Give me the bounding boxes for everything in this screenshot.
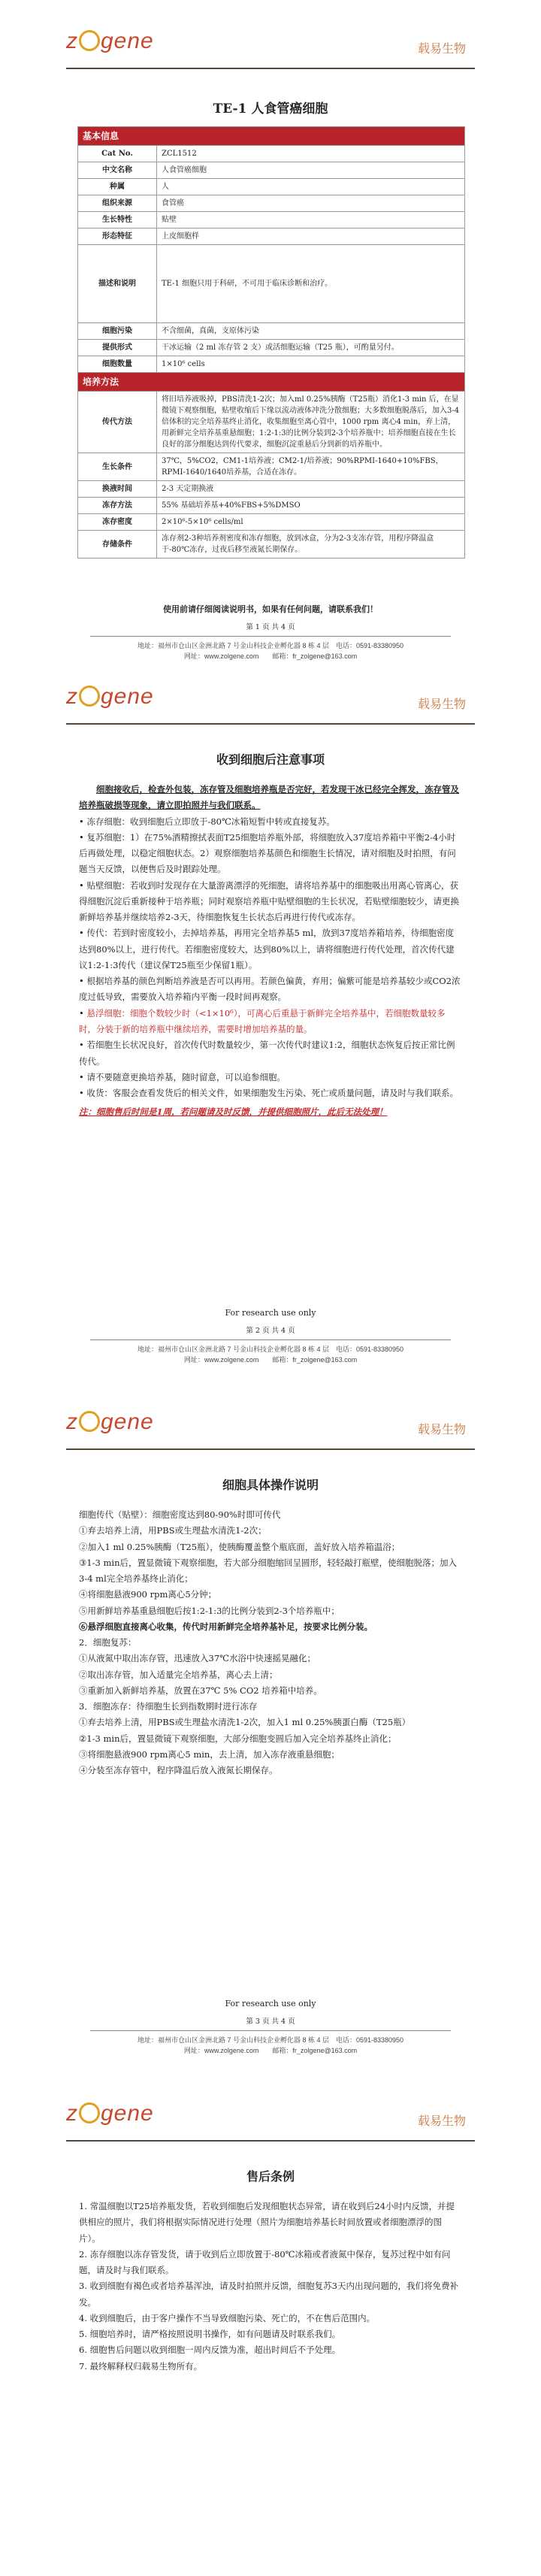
warning-note: 注：细胞售后时间是1周，若问题请及时反馈，并提供细胞照片，此后无法处理！ bbox=[79, 1106, 388, 1118]
after-sales-body bbox=[79, 2199, 462, 2375]
table-row: 细胞污染 不含细菌，真菌，支原体污染 bbox=[78, 323, 465, 340]
footer-address: 地址：福州市仓山区金洲北路 7 号金山科技企业孵化器 8 栋 4 层 电话：0591-83380950 bbox=[137, 1346, 404, 1353]
list-item: 4. 收到细胞后，由于客户操作不当导致细胞污染、死亡的，不在售后范围内。 bbox=[79, 2312, 376, 2323]
header-divider bbox=[66, 723, 475, 725]
section-basic: 基本信息 bbox=[78, 127, 465, 146]
brand-chinese: 载易生物 bbox=[417, 2114, 466, 2128]
footer-divider bbox=[90, 2030, 451, 2031]
section-culture: 培养方法 bbox=[78, 373, 465, 392]
table-row: 换液时间 2-3 天定期换液 bbox=[78, 481, 465, 498]
section-title: 售后条例 bbox=[246, 2169, 295, 2184]
footer-divider bbox=[90, 636, 451, 637]
procedure-body: 细胞传代（贴壁）：细胞密度达到80-90%时即可传代 ①弃去培养上清，用PBS或生理盐水清洗1-2次； ②加入1 ml 0.25%胰酶（T25瓶），使胰酶覆盖整个瓶底面，盖好放入培养箱温浴； ③1-3 min后，置显微镜下观察细胞，若大部分细胞缩回呈圆形，轻轻敲打瓶壁，使细胞脱落；加入3-4 ml完全培养基终止消化； ④将细胞悬液900 rpm离心5分钟； ⑤用新鲜培养基重悬细胞后按1:2-1:3的比例分装到2-3个培养瓶中； ⑥悬浮细胞直接离心收集，传代时用新鲜完全培养基补足，按要求比例分装。 2．细胞复苏： ①从液氮中取出冻存管，迅速放入37℃水浴中快速摇晃融化； ②取出冻存管，加入适量完全培养基，离心去上清； ③重新加入新鲜培养基，放置在37℃ 5% CO2 培养箱中培养。 3．细胞冻存：待细胞生长到指数期时进行冻存 ①弃去培养上清，用PBS或生理盐水清洗1-2次，加入1 ml 0.25%胰蛋白酶（T25瓶） ②1-3 min后，置显微镜下观察细胞，大部分细胞变圆后加入完全培养基终止消化； ③将细胞悬液900 rpm离心5 min，去上清，加入冻存液重悬细胞； ④分装至冻存管中，程序降温后放入液氮长期保存。 bbox=[79, 1509, 457, 1776]
page-3 bbox=[0, 1387, 541, 2101]
list-item: 2. 冻存细胞以冻存管发货，请于收到后立即放置于-80℃冰箱或者液氮中保存，复苏过程中如有问题，请及时与我们联系。 bbox=[79, 2248, 451, 2276]
page-2 bbox=[0, 661, 541, 1413]
brand-logo: z gene bbox=[66, 1409, 154, 1434]
table-row: 生长特性 贴壁 bbox=[78, 212, 465, 229]
list-item: 1. 常温细胞以T25培养瓶发货，若收到细胞后发现细胞状态异常，请在收到后24小时内反馈，并提供相应的照片，我们将根据实际情况进行处理（照片为细胞培养基长时间放置或者细胞漂浮的图片）。 bbox=[79, 2201, 455, 2244]
list-item: • 复苏细胞：1）在75%酒精擦拭表面T25细胞培养瓶外部，将细胞放入37度培养箱中平衡2-4小时后再做处理，以稳定细胞状态。2）观察细胞培养基颜色和细胞生长情况，请对细胞及时拍照，有问题当天反馈，以便售后及时跟踪处理。 bbox=[79, 831, 456, 875]
list-item: • 请不要随意更换培养基，随时留意，可以追参细胞。 bbox=[79, 1071, 286, 1082]
brand-logo: z gene bbox=[66, 2101, 154, 2126]
list-item: • 若细胞生长状况良好，首次传代时数量较少，第一次传代时建议1:2，细胞状态恢复后按正常比例传代。 bbox=[79, 1040, 455, 1067]
table-row: 组织来源 食管癌 bbox=[78, 195, 465, 212]
footer-web: 网址：www.zolgene.com 邮箱：fr_zolgene@163.com bbox=[183, 1356, 358, 1364]
notes-body bbox=[79, 782, 462, 1121]
brand-logo: z gene bbox=[66, 29, 154, 53]
list-item: 5. 细胞培养时，请严格按照说明书操作，如有问题请及时联系我们。 bbox=[79, 2329, 341, 2340]
header-divider bbox=[66, 68, 475, 69]
intro-paragraph: 细胞接收后，检查外包装，冻存管及细胞培养瓶是否完好，若发现干冰已经完全挥发，冻存管及培养瓶破损等现象，请立即拍照并与我们联系。 bbox=[79, 784, 459, 811]
footer-web: 网址：www.zolgene.com 邮箱：fr_zolgene@163.com bbox=[183, 652, 358, 660]
footer-web: 网址：www.zolgene.com 邮箱：fr_zolgene@163.com bbox=[183, 2047, 358, 2054]
list-item: 7. 最终解释权归载易生物所有。 bbox=[79, 2360, 203, 2372]
table-row: 传代方法 将旧培养液吸掉，PBS清洗1-2次；加入ml 0.25%胰酶（T25瓶）消化1-3 min 后，在显微镜下观察细胞，贴壁收缩后下缘以流动液体冲洗分散细胞；大多数细胞脱落后，加入3-4倍体积的完全培养基终止消化，收集细胞至离心管中，1000 rpm 离心4 min，弃上清，用新鲜完全培养基重悬细胞；1:2-1:3的比例分装到2-3个培养瓶中；培养细胞直接在生长良好的部分细胞达到传代要求，细胞沉淀重悬后分到新的培养瓶中。 bbox=[78, 392, 465, 453]
list-item: 3. 收到细胞有褐色或者培养基浑浊，请及时拍照并反馈，细胞复苏3天内出现问题的，我们将免费补发。 bbox=[79, 2281, 458, 2308]
footer-address: 地址：福州市仓山区金洲北路 7 号金山科技企业孵化器 8 栋 4 层 电话：0591-83380950 bbox=[137, 2036, 404, 2044]
table-row: 种属 人 bbox=[78, 179, 465, 195]
table-row: 冻存密度 2×10⁶-5×10⁶ cells/ml bbox=[78, 514, 465, 531]
research-only: For research use only bbox=[225, 1999, 316, 2008]
table-row: 冻存方法 55% 基础培养基+40%FBS+5%DMSO bbox=[78, 498, 465, 514]
spec-table bbox=[77, 126, 465, 558]
table-row: 生长条件 37℃，5%CO2，CM1-1培养液；CM2-1/培养液；90%RPMI-1640+10%FBS，RPMI-1640/1640培养基，合适在冻存。 bbox=[78, 453, 465, 481]
brand-chinese: 载易生物 bbox=[417, 41, 466, 56]
page-title: TE-1 人食管癌细胞 bbox=[213, 101, 328, 117]
table-row: 描述和说明 TE-1 细胞只用于科研，不可用于临床诊断和治疗。 bbox=[78, 245, 465, 323]
header-divider bbox=[66, 1448, 475, 1450]
list-item: • 贴壁细胞：若收到时发现存在大量游离漂浮的死细胞，请将培养基中的细胞吸出用离心管离心，获得细胞沉淀后重新接种于培养瓶；同时观察培养瓶中贴壁细胞的生长状况，若贴壁细胞较少，请更换新鲜培养基并继续培养2-3天，待细胞恢复生长状态后再进行传代或冻存。 bbox=[79, 879, 459, 923]
header-divider bbox=[66, 2140, 475, 2142]
page-number: 第 3 页 共 4 页 bbox=[246, 2018, 295, 2026]
footer-address: 地址：福州市仓山区金洲北路 7 号金山科技企业孵化器 8 栋 4 层 电话：0591-83380950 bbox=[137, 642, 404, 649]
brand-chinese: 载易生物 bbox=[417, 1422, 466, 1436]
section-title: 细胞具体操作说明 bbox=[222, 1478, 319, 1492]
footer-divider bbox=[90, 1339, 451, 1340]
page-number: 第 2 页 共 4 页 bbox=[246, 1327, 295, 1335]
table-row: Cat No. ZCL1512 bbox=[78, 146, 465, 162]
page-number: 第 1 页 共 4 页 bbox=[246, 623, 295, 631]
table-row: 形态特征 上皮细胞样 bbox=[78, 229, 465, 245]
list-item: • 收货：客服会查看发货后的相关文件，如果细胞发生污染、死亡或质量问题，请及时与我们联系。 bbox=[79, 1088, 458, 1099]
list-item: • 冻存细胞：收到细胞后立即放于-80℃冰箱短暂中转或直接复苏。 bbox=[79, 816, 335, 827]
page-1 bbox=[0, 0, 541, 660]
list-item: • 悬浮细胞：细胞个数较少时（<1×10⁶），可离心后重悬于新鲜完全培养基中，若细胞数量较多时，分装于新的培养瓶中继续培养，需要时增加培养基的量。 bbox=[79, 1007, 446, 1034]
table-row: 细胞数量 1×10⁶ cells bbox=[78, 356, 465, 373]
notice-text: 使用前请仔细阅读说明书，如果有任何问题，请联系我们！ bbox=[163, 604, 378, 614]
brand-logo: z gene bbox=[66, 684, 154, 709]
page-4 bbox=[0, 2078, 541, 2576]
table-row: 中文名称 人食管癌细胞 bbox=[78, 162, 465, 179]
list-item: 6. 细胞售后问题以收到细胞一周内反馈为准，超出时间后不予处理。 bbox=[79, 2344, 341, 2356]
brand-chinese: 载易生物 bbox=[417, 697, 466, 711]
research-only: For research use only bbox=[225, 1308, 316, 1318]
table-row: 存储条件 冻存剂2-3种培养剂密度和冻存细胞，放到冰盒，分为2-3支冻存管，用程序降温盒于-80℃冻存，过夜后移至液氮长期保存。 bbox=[78, 531, 465, 558]
section-title: 收到细胞后注意事项 bbox=[216, 752, 325, 767]
list-item: • 传代：若到时密度较小，去掉培养基，再用完全培养基5 ml，放到37度培养箱培养，待细胞密度达到80%以上，进行传代。若细胞密度较大，达到80%以上，请将细胞进行传代处理，首次传代建议1:2-1:3传代（建议保T25瓶至少保留1瓶）。 bbox=[79, 928, 455, 970]
list-item: • 根据培养基的颜色判断培养液是否可以再用。若颜色偏黄，弃用；偏紫可能是培养基较少或CO2浓度过低导致，需要放入培养箱内平衡一段时间再观察。 bbox=[79, 976, 461, 1003]
table-row: 提供形式 干冰运输（2 ml 冻存管 2 支）或活细胞运输（T25 瓶），可酌量另付。 bbox=[78, 340, 465, 356]
